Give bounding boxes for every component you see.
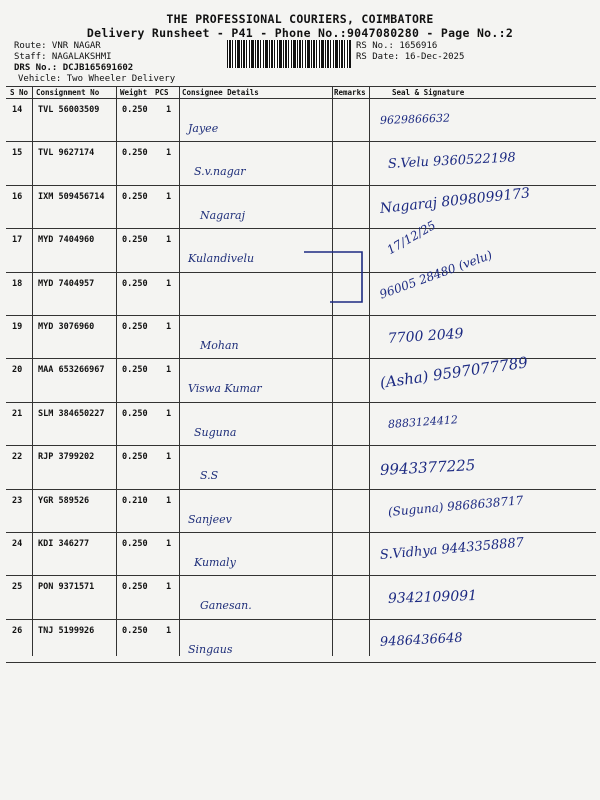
document-title: THE PROFESSIONAL COURIERS, COIMBATORE <box>166 12 434 26</box>
consignment-number: YGR 589526 <box>38 495 90 506</box>
row-divider <box>6 141 596 142</box>
serial-number: 25 <box>12 582 23 593</box>
serial-number: 21 <box>12 408 23 419</box>
consignment-number: TVL 9627174 <box>38 148 95 159</box>
weight-value: 0.250 <box>122 322 148 332</box>
pcs-value: 1 <box>166 495 172 506</box>
signature: 17/12/25 <box>384 218 439 258</box>
signature: 9486436648 <box>379 630 463 650</box>
signature: 8883124412 <box>387 412 459 431</box>
col-header-weight: Weight <box>120 88 148 97</box>
weight-value: 0.210 <box>122 495 148 506</box>
consignment-number: PON 9371571 <box>38 582 95 593</box>
pcs-value: 1 <box>166 625 172 636</box>
serial-number: 23 <box>12 495 23 506</box>
row-divider <box>6 445 596 446</box>
row-divider <box>6 662 596 663</box>
weight-value: 0.250 <box>122 539 148 549</box>
rs-number: RS No.: 1656916 <box>356 41 438 51</box>
col-header-sno: S No <box>10 88 29 97</box>
col-header-consignment: Consignment No <box>36 88 100 97</box>
row-divider <box>6 228 596 229</box>
vehicle-label: Vehicle: Two Wheeler Delivery <box>18 74 176 84</box>
column-divider <box>332 86 333 656</box>
consignee-name: S.S <box>200 469 219 483</box>
consignment-number: SLM 384650227 <box>38 408 105 419</box>
weight-value: 0.250 <box>122 191 148 202</box>
row-divider <box>6 315 596 316</box>
weight-value: 0.250 <box>122 365 148 376</box>
column-divider <box>369 86 370 656</box>
pcs-value: 1 <box>166 408 172 419</box>
consignment-number: RJP 3799202 <box>38 452 95 463</box>
signature: (Suguna) 9868638717 <box>387 492 524 519</box>
pcs-value: 1 <box>166 322 172 332</box>
serial-number: 18 <box>12 278 23 289</box>
signature: 7700 2049 <box>387 325 465 347</box>
barcode-image <box>227 40 351 68</box>
pcs-value: 1 <box>166 278 172 289</box>
consignment-number: TVL 56003509 <box>38 105 100 115</box>
pcs-value: 1 <box>166 235 172 246</box>
hand-drawn-bracket <box>300 248 380 308</box>
pcs-value: 1 <box>166 191 172 202</box>
weight-value: 0.250 <box>122 452 148 463</box>
consignment-number: MYD 7404957 <box>38 278 95 289</box>
pcs-value: 1 <box>166 582 172 593</box>
rs-date: RS Date: 16-Dec-2025 <box>356 52 465 62</box>
consignee-name: Kumaly <box>194 556 236 569</box>
consignee-name: S.v.nagar <box>194 165 246 179</box>
consignment-number: KDI 346277 <box>38 539 90 549</box>
consignee-name: Mohan <box>200 339 239 352</box>
weight-value: 0.250 <box>122 278 148 289</box>
column-divider <box>32 86 33 656</box>
pcs-value: 1 <box>166 365 172 376</box>
column-divider <box>116 86 117 656</box>
consignment-number: TNJ 5199926 <box>38 625 95 636</box>
consignee-name: Sanjeev <box>188 512 232 526</box>
consignee-name: Viswa Kumar <box>188 382 262 396</box>
col-header-pcs: PCS <box>155 88 169 97</box>
pcs-value: 1 <box>166 452 172 463</box>
pcs-value: 1 <box>166 148 172 159</box>
serial-number: 24 <box>12 539 23 549</box>
serial-number: 17 <box>12 235 23 246</box>
weight-value: 0.250 <box>122 582 148 593</box>
col-header-consignee: Consignee Details <box>182 88 259 97</box>
col-header-remarks: Remarks <box>334 88 366 97</box>
consignment-number: IXM 509456714 <box>38 191 105 202</box>
document-subtitle: Delivery Runsheet - P41 - Phone No.:9047080280 - Page No.:2 <box>86 26 514 40</box>
row-divider <box>6 185 596 186</box>
consignment-number: MYD 3076960 <box>38 322 95 332</box>
signature: S.Velu 9360522198 <box>387 150 517 173</box>
signature: (Asha) 9597077789 <box>378 353 529 393</box>
signature: Nagaraj 8098099173 <box>379 185 531 217</box>
signature: S.Vidhya 9443358887 <box>379 535 525 563</box>
consignee-name: Singaus <box>188 642 233 656</box>
signature: 96005 28480 (velu) <box>377 247 495 302</box>
serial-number: 22 <box>12 452 23 463</box>
consignee-name: Ganesan. <box>200 599 252 613</box>
route-label: Route: VNR NAGAR <box>14 41 101 51</box>
row-divider <box>6 402 596 403</box>
signature: 9342109091 <box>387 588 478 608</box>
pcs-value: 1 <box>166 539 172 549</box>
signature: 9629866632 <box>379 111 451 127</box>
consignment-number: MAA 653266967 <box>38 365 105 376</box>
serial-number: 15 <box>12 148 23 159</box>
signature: 9943377225 <box>379 456 476 480</box>
serial-number: 16 <box>12 191 23 202</box>
weight-value: 0.250 <box>122 235 148 246</box>
row-divider <box>6 575 596 576</box>
serial-number: 14 <box>12 105 23 115</box>
weight-value: 0.250 <box>122 105 148 115</box>
row-divider <box>6 532 596 533</box>
staff-label: Staff: NAGALAKSHMI <box>14 52 112 62</box>
drs-number: DRS No.: DCJB165691602 <box>14 63 134 73</box>
column-divider <box>179 86 180 656</box>
consignment-number: MYD 7404960 <box>38 235 95 246</box>
pcs-value: 1 <box>166 105 172 115</box>
consignee-name: Suguna <box>194 425 237 439</box>
table-header-rule <box>6 98 596 99</box>
weight-value: 0.250 <box>122 408 148 419</box>
consignee-name: Kulandivelu <box>188 252 255 266</box>
consignee-name: Nagaraj <box>200 208 246 222</box>
serial-number: 19 <box>12 322 23 332</box>
serial-number: 20 <box>12 365 23 376</box>
table-top-rule <box>6 86 596 87</box>
row-divider <box>6 489 596 490</box>
serial-number: 26 <box>12 625 23 636</box>
consignee-name: Jayee <box>188 122 219 135</box>
row-divider <box>6 619 596 620</box>
weight-value: 0.250 <box>122 148 148 159</box>
weight-value: 0.250 <box>122 625 148 636</box>
col-header-seal-signature: Seal & Signature <box>392 88 465 97</box>
